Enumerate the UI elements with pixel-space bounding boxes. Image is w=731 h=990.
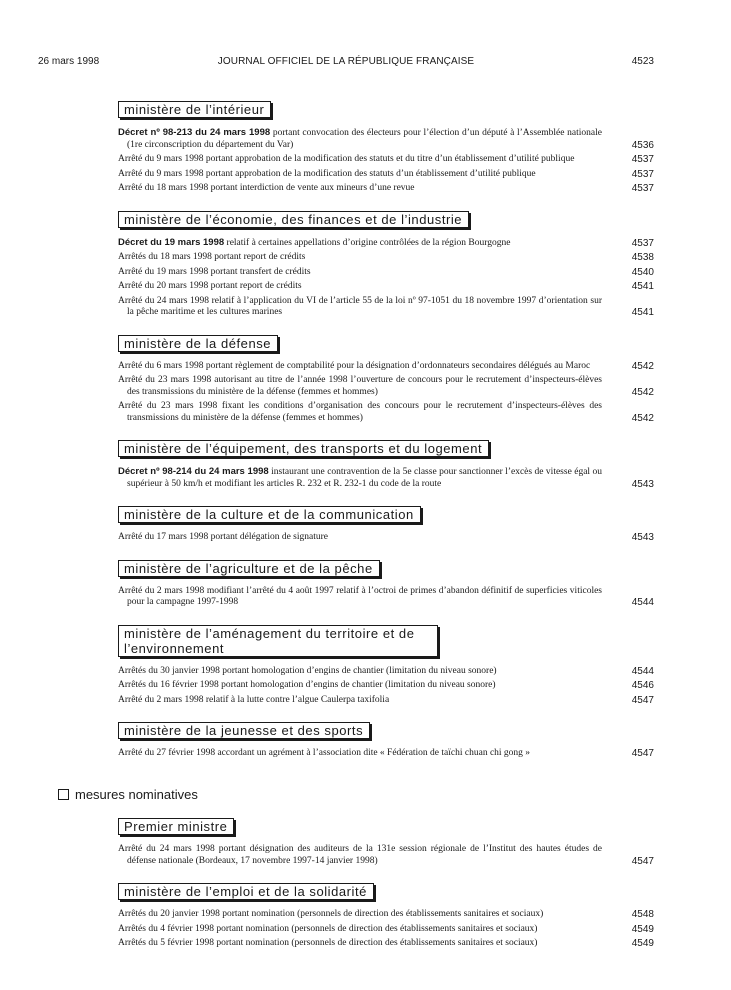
entry-page-number: 4541 <box>631 281 654 292</box>
entry-text: portant convocation des électeurs pour l’élection d’un député à l’Assemblée nationale (1re circonscription du département du Var) <box>127 128 602 150</box>
entry-text: Arrêté du 24 mars 1998 relatif à l’application du VI de l’article 55 de la loi nº 97-1051 du 18 novembre 1997 d’orientation sur la pêche maritime et les cultures marines <box>118 295 602 317</box>
ministry-section <box>118 722 654 760</box>
entry-text: Arrêté du 19 mars 1998 portant transfert de crédits <box>118 266 311 277</box>
toc-entry <box>118 844 654 867</box>
toc-entry <box>118 586 654 609</box>
ministry-title: ministère de l’intérieur <box>118 101 271 118</box>
entry-lead: Décret nº 98-213 du 24 mars 1998 <box>118 127 271 138</box>
toc-entry <box>118 267 654 279</box>
ministry-section <box>118 211 654 319</box>
entry-page-number: 4542 <box>631 360 654 372</box>
toc-entry <box>118 695 654 707</box>
toc-entry <box>118 909 654 921</box>
toc-entry <box>118 680 654 692</box>
entry-text: Arrêté du 23 mars 1998 fixant les conditions d’organisation des concours pour le recrutement d’inspecteurs-élèves des transmissions du ministère de la défense (femmes et hommes) <box>118 401 602 423</box>
toc-entry <box>118 252 654 264</box>
entry-page-number: 4544 <box>631 597 654 608</box>
ministry-title: ministère de la jeunesse et des sports <box>118 722 370 739</box>
entry-text: Arrêté du 2 mars 1998 modifiant l’arrêté du 4 août 1997 relatif à l’octroi de primes d’abandon définitif de superficies viticoles pour la campagne 1997-1998 <box>118 585 602 607</box>
entry-text: Arrêté du 18 mars 1998 portant interdiction de vente aux mineurs d’une revue <box>118 183 415 193</box>
ministry-title: Premier ministre <box>118 818 234 835</box>
entry-text: Arrêtés du 20 janvier 1998 portant nomination (personnels de direction des établissements sanitaires et sociaux) <box>118 909 544 919</box>
entry-page-number: 4540 <box>631 266 654 278</box>
header-date: 26 mars 1998 <box>38 56 100 67</box>
ministry-section <box>118 335 654 425</box>
entry-text: Arrêté du 17 mars 1998 portant délégation de signature <box>118 532 328 542</box>
entry-page-number: 4537 <box>631 183 654 194</box>
ministry-title: ministère de l’emploi et de la solidarité <box>118 883 374 900</box>
entry-text: Arrêtés du 4 février 1998 portant nomination (personnels de direction des établissements sanitaires et sociaux) <box>118 923 538 934</box>
entry-page-number: 4543 <box>631 478 654 490</box>
header-title: JOURNAL OFFICIEL DE LA RÉPUBLIQUE FRANÇAISE <box>217 56 475 67</box>
entry-page-number: 4544 <box>631 665 654 677</box>
toc-entry <box>118 748 654 760</box>
toc-entry <box>118 532 654 544</box>
ministry-title: ministère de l’agriculture et de la pêche <box>118 560 380 577</box>
mesures-nominatives-heading <box>58 787 198 802</box>
ministry-section <box>118 440 654 490</box>
checkbox-square-icon <box>58 789 69 800</box>
toc-entry <box>118 666 654 678</box>
toc-entry <box>118 361 654 373</box>
toc-entry <box>118 924 654 936</box>
entry-text: Arrêté du 6 mars 1998 portant règlement de comptabilité pour la désignation d’ordonnateurs secondaires délégués au Maroc <box>118 360 591 371</box>
toc-entry <box>118 938 654 950</box>
entry-text: relatif à certaines appellations d’origine contrôlées de la région Bourgogne <box>224 237 511 248</box>
entry-page-number: 4537 <box>631 168 654 180</box>
entry-text: Arrêté du 27 février 1998 accordant un agrément à l’association dite « Fédération de taïchi chuan chi gong » <box>118 748 531 758</box>
ministry-section <box>118 560 654 609</box>
ministry-section <box>118 506 654 544</box>
ministry-title: ministère de l’équipement, des transports et du logement <box>118 440 489 457</box>
entry-text: Arrêté du 23 mars 1998 autorisant au titre de l’année 1998 l’ouverture de concours pour le recrutement d’inspecteurs-élèves des transmissions du ministère de la défense (femmes et hommes) <box>118 375 602 397</box>
ministry-title: ministère de l’économie, des finances et de l’industrie <box>118 211 469 228</box>
entry-page-number: 4547 <box>631 694 654 706</box>
toc-entry <box>118 154 654 166</box>
entry-page-number: 4549 <box>631 938 654 949</box>
entry-page-number: 4537 <box>631 154 654 165</box>
entry-text: Arrêté du 20 mars 1998 portant report de crédits <box>118 281 302 291</box>
mesures-nominatives-list <box>118 818 654 966</box>
ministry-section <box>118 625 654 707</box>
entry-page-number: 4541 <box>631 307 654 318</box>
header-page-number: 4523 <box>631 56 654 67</box>
entry-text: Arrêté du 24 mars 1998 portant désignation des auditeurs de la 131e session régionale de l’Institut des hautes études de défense nationale (Bordeaux, 17 novembre 1997-14 janvier 1998) <box>118 844 602 866</box>
entry-page-number: 4542 <box>631 386 654 398</box>
toc-entry <box>118 375 654 398</box>
ministry-section <box>118 818 654 867</box>
entry-text: Arrêtés du 18 mars 1998 portant report de crédits <box>118 252 306 262</box>
ministry-title: ministère de la défense <box>118 335 278 352</box>
toc-entry <box>118 127 654 151</box>
entry-text: Arrêtés du 16 février 1998 portant homologation d’engins de chantier (limitation du niveau sonore) <box>118 680 496 690</box>
running-header <box>38 56 654 70</box>
toc-entry <box>118 401 654 424</box>
entry-page-number: 4547 <box>631 748 654 759</box>
entry-text: Arrêté du 9 mars 1998 portant approbation de la modification des statuts d’un établissement d’utilité publique <box>118 168 536 179</box>
entry-text: Arrêtés du 5 février 1998 portant nomination (personnels de direction des établissements sanitaires et sociaux) <box>118 938 538 948</box>
entry-text: Arrêtés du 30 janvier 1998 portant homologation d’engins de chantier (limitation du niveau sonore) <box>118 665 497 676</box>
entry-lead: Décret du 19 mars 1998 <box>118 236 225 248</box>
entry-page-number: 4538 <box>631 252 654 263</box>
entry-text: instaurant une contravention de la 5e classe pour sanctionner l’excès de vitesse égal ou supérieur à 50 km/h et modifiant les articles R. 232 et R. 232-1 du code de la route <box>127 467 602 489</box>
toc-entry <box>118 296 654 319</box>
ministry-section <box>118 883 654 950</box>
mesures-label: mesures nominatives <box>75 787 198 802</box>
entry-page-number: 4542 <box>631 412 654 424</box>
entry-page-number: 4548 <box>631 909 654 920</box>
entry-text: Arrêté du 2 mars 1998 relatif à la lutte contre l’algue Caulerpa taxifolia <box>118 694 390 705</box>
toc-entry <box>118 183 654 195</box>
entry-lead: Décret nº 98-214 du 24 mars 1998 <box>118 466 269 477</box>
toc-entry <box>118 466 654 490</box>
entry-page-number: 4543 <box>631 532 654 543</box>
entry-page-number: 4547 <box>631 855 654 867</box>
entry-text: Arrêté du 9 mars 1998 portant approbation de la modification des statuts et du titre d’un établissement d’utilité publique <box>118 154 575 164</box>
toc-entry <box>118 237 654 250</box>
entry-page-number: 4546 <box>631 680 654 691</box>
entry-page-number: 4536 <box>631 139 654 151</box>
entry-page-number: 4549 <box>631 923 654 935</box>
ministry-section <box>118 101 654 195</box>
toc-entry <box>118 169 654 181</box>
entry-page-number: 4537 <box>631 237 654 249</box>
toc-entry <box>118 281 654 293</box>
ministry-title: ministère de l’aménagement du territoire et de l’environnement <box>118 625 438 657</box>
ministry-title: ministère de la culture et de la communication <box>118 506 421 523</box>
table-of-contents <box>118 101 654 776</box>
